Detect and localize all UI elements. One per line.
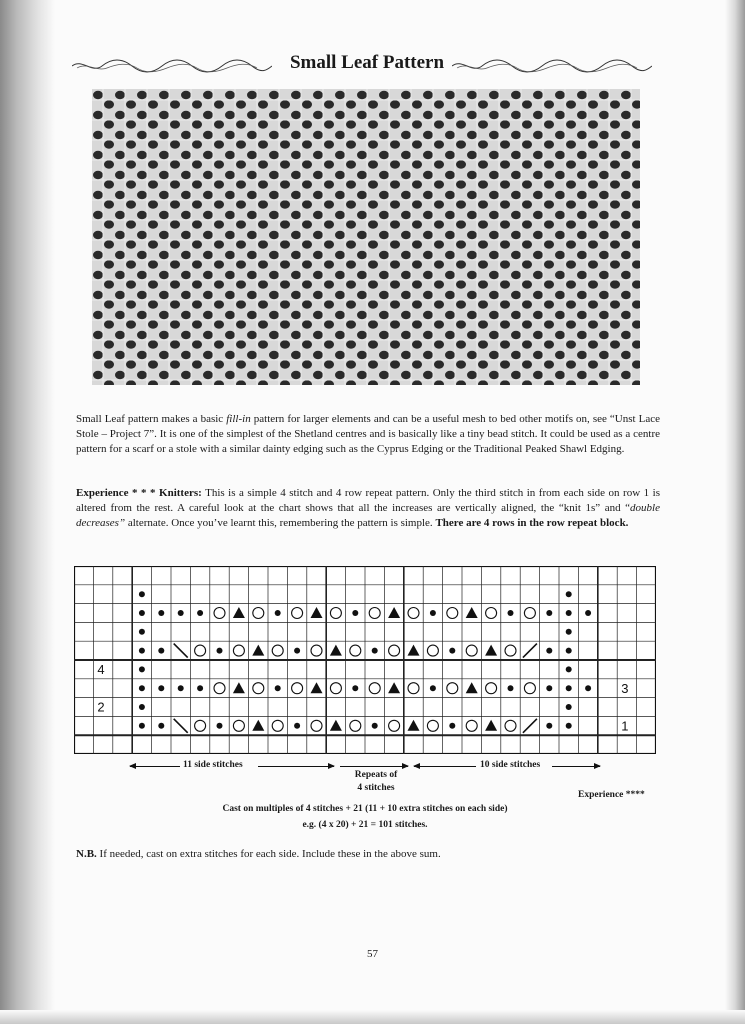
experience-text-2: alternate. Once you’ve learnt this, remembering the pattern is simple. bbox=[125, 517, 436, 529]
chart-dot bbox=[566, 685, 572, 691]
page-title: Small Leaf Pattern bbox=[289, 52, 445, 73]
chart-dot bbox=[372, 723, 378, 729]
page-number: 57 bbox=[367, 948, 378, 960]
chart-dot bbox=[294, 648, 300, 654]
chart-dot bbox=[430, 610, 436, 616]
chart-dot bbox=[139, 591, 145, 597]
note-paragraph bbox=[76, 847, 660, 862]
right-arrow-line-2 bbox=[552, 766, 600, 767]
chart-grid bbox=[74, 566, 656, 754]
chart-dot bbox=[566, 610, 572, 616]
page-shadow-right bbox=[725, 0, 745, 1024]
knitting-chart bbox=[74, 566, 656, 754]
chart-dot bbox=[158, 610, 164, 616]
chart-dot bbox=[197, 685, 203, 691]
chart-dot bbox=[139, 666, 145, 672]
left-arrow-line-2 bbox=[258, 766, 334, 767]
intro-italic: fill-in bbox=[226, 413, 251, 425]
chart-dot bbox=[139, 610, 145, 616]
title-row bbox=[72, 50, 662, 82]
chart-dot bbox=[585, 685, 591, 691]
row-number-3: 3 bbox=[621, 680, 629, 696]
chart-dot bbox=[139, 629, 145, 635]
chart-dot bbox=[546, 610, 552, 616]
chart-dot bbox=[566, 591, 572, 597]
experience-heading: Experience * * * Knitters: bbox=[76, 487, 202, 499]
repeat-label-1: Repeats of bbox=[354, 770, 398, 780]
chart-dot bbox=[566, 629, 572, 635]
chart-dot bbox=[158, 723, 164, 729]
chart-dot bbox=[508, 685, 514, 691]
experience-rating: Experience **** bbox=[578, 790, 645, 800]
chart-dot bbox=[217, 648, 223, 654]
note-label: N.B. bbox=[76, 848, 97, 860]
chart-dot bbox=[352, 610, 358, 616]
right-flourish-icon bbox=[452, 56, 652, 76]
chart-dot bbox=[158, 685, 164, 691]
left-arrow-line bbox=[130, 766, 180, 767]
intro-paragraph bbox=[76, 412, 660, 457]
chart-dot bbox=[178, 610, 184, 616]
lace-swatch-photo bbox=[92, 89, 640, 385]
experience-text-1: This is a simple 4 stitch and 4 row repeat pattern. Only the third stitch in from each side on row 1 is altered from the rest. A careful look at the chart shows that all the increases are vertically aligned, the “knit 1s” and “ bbox=[76, 487, 660, 514]
chart-dot bbox=[566, 648, 572, 654]
chart-dot bbox=[546, 723, 552, 729]
chart-dot bbox=[546, 648, 552, 654]
note-text: If needed, cast on extra stitches for each side. Include these in the above sum. bbox=[96, 848, 441, 860]
experience-italic: double decreases” bbox=[76, 502, 660, 529]
chart-dot bbox=[217, 723, 223, 729]
cast-on-line-2: e.g. (4 x 20) + 21 = 101 stitches. bbox=[302, 820, 428, 830]
chart-dot bbox=[566, 666, 572, 672]
chart-dot bbox=[449, 648, 455, 654]
chart-dot bbox=[139, 723, 145, 729]
chart-dot bbox=[546, 685, 552, 691]
chart-dot bbox=[275, 685, 281, 691]
chart-dot bbox=[158, 648, 164, 654]
chart-dot bbox=[585, 610, 591, 616]
chart-dot bbox=[197, 610, 203, 616]
chart-dot bbox=[352, 685, 358, 691]
chart-dot bbox=[372, 648, 378, 654]
cast-on-line-1: Cast on multiples of 4 stitches + 21 (11 + 10 extra stitches on each side) bbox=[222, 804, 508, 814]
chart-dot bbox=[139, 648, 145, 654]
right-arrow-line bbox=[414, 766, 476, 767]
page-shadow-bottom bbox=[0, 1010, 745, 1024]
chart-dot bbox=[275, 610, 281, 616]
experience-paragraph bbox=[76, 486, 660, 531]
chart-dot bbox=[139, 685, 145, 691]
row-number-4: 4 bbox=[97, 662, 105, 678]
chart-dot bbox=[566, 704, 572, 710]
repeat-arrow-line bbox=[340, 766, 408, 767]
experience-bold-end: There are 4 rows in the row repeat block. bbox=[435, 517, 629, 529]
chart-dot bbox=[566, 723, 572, 729]
chart-dot bbox=[430, 685, 436, 691]
right-side-label: 10 side stitches bbox=[480, 760, 541, 770]
chart-dot bbox=[178, 685, 184, 691]
left-side-label: 11 side stitches bbox=[183, 760, 243, 770]
row-number-1: 1 bbox=[621, 718, 629, 734]
row-number-2: 2 bbox=[97, 699, 105, 715]
intro-text-1: Small Leaf pattern makes a basic bbox=[76, 413, 227, 425]
chart-dot bbox=[139, 704, 145, 710]
chart-dot bbox=[449, 723, 455, 729]
chart-dot bbox=[294, 723, 300, 729]
intro-text-2: pattern for larger elements and can be a useful mesh to bed other motifs on, see “Unst Lace Stole – Project 7”. It is one of the simplest of the Shetland centres and is basically like a tiny bead stitch. It could be used as a centre pattern for a scarf or a stole with a similar dainty edging such as the Cyprus Edging or the Traditional Peaked Shawl Edging. bbox=[76, 413, 660, 455]
page-shadow-left bbox=[0, 0, 55, 1024]
chart-dot bbox=[508, 610, 514, 616]
repeat-label-2: 4 stitches bbox=[357, 783, 395, 793]
